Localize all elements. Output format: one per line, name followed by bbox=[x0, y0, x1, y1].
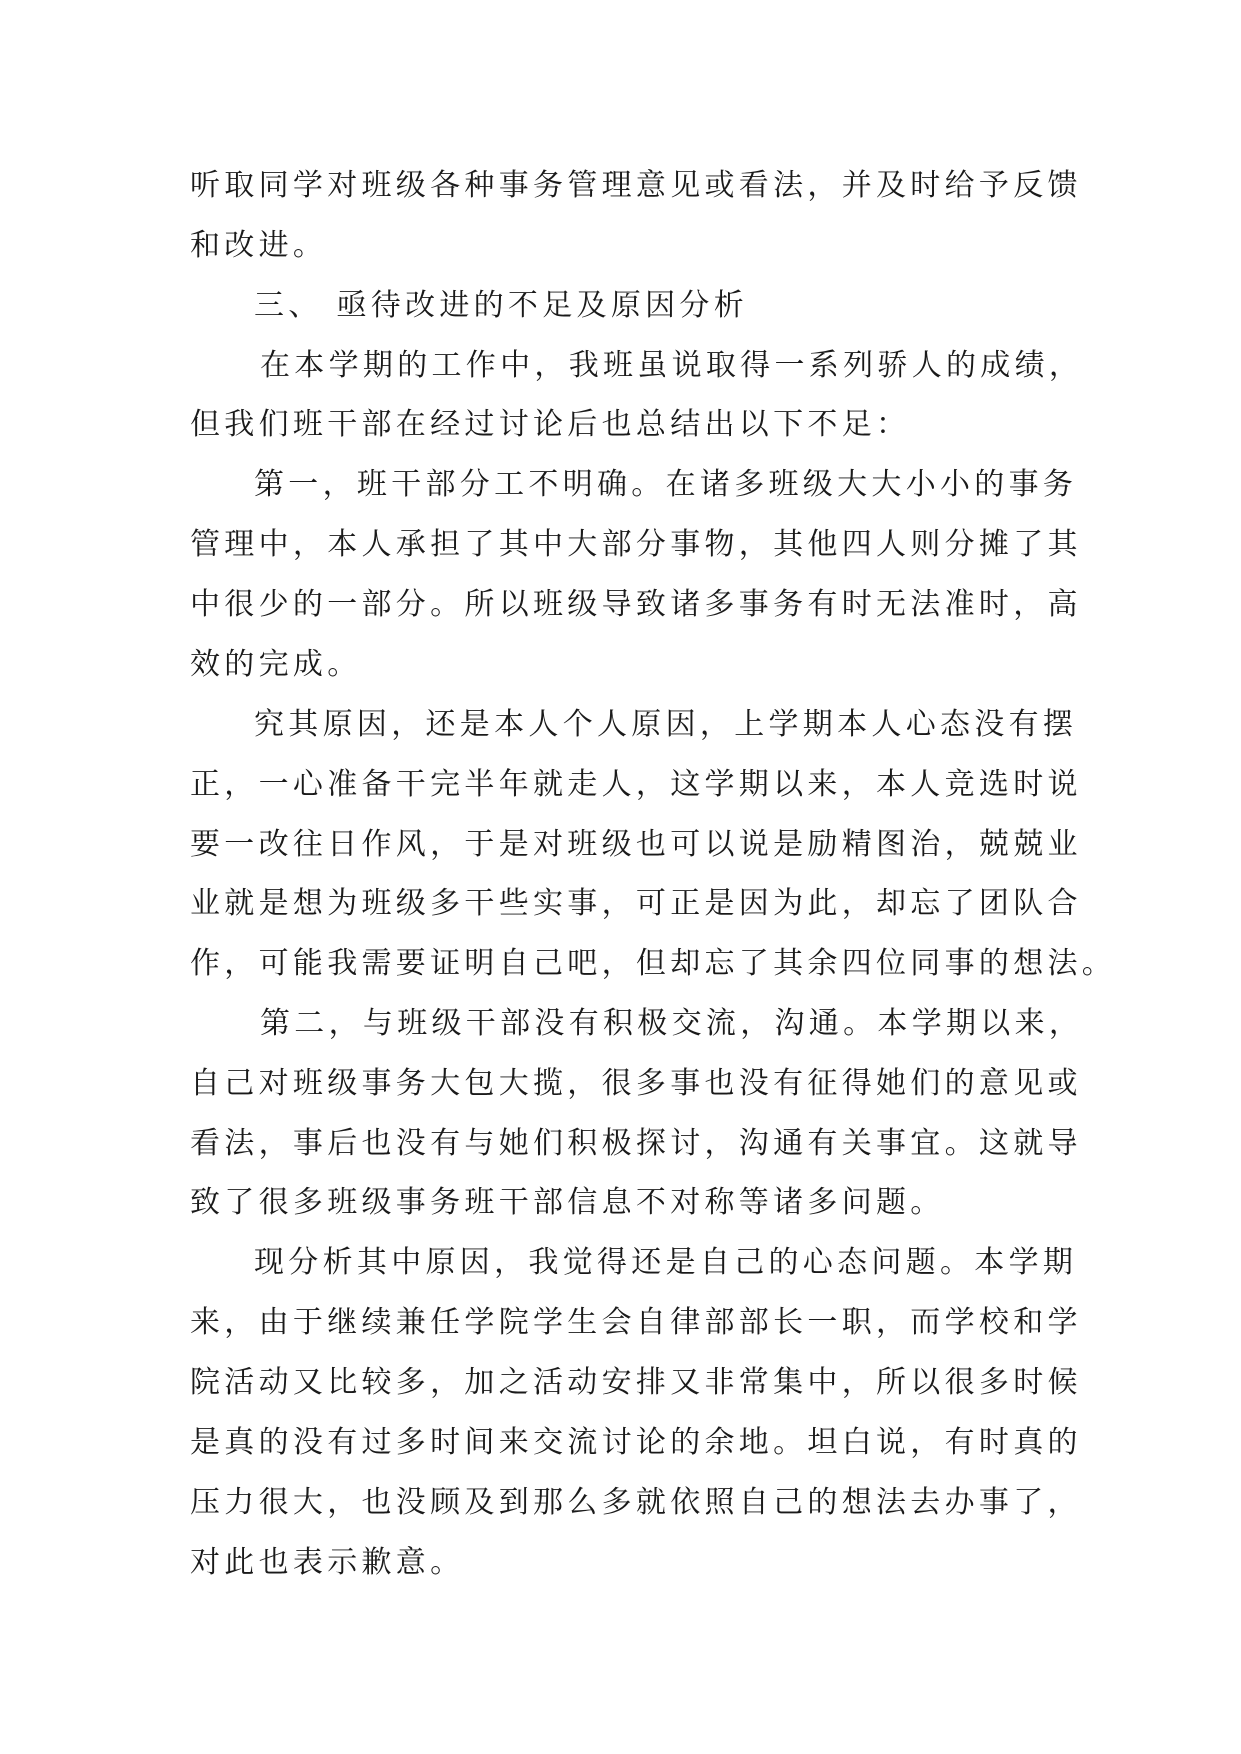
section-heading: 三、 亟待改进的不足及原因分析 bbox=[254, 288, 749, 323]
text-line: 究其原因，还是本人个人原因，上学期本人心态没有摆 bbox=[254, 707, 1078, 742]
text-line: 听取同学对班级各种事务管理意见或看法，并及时给予反馈 bbox=[190, 168, 1082, 203]
text-line: 致了很多班级事务班干部信息不对称等诸多问题。 bbox=[190, 1185, 945, 1220]
text-line: 现分析其中原因，我觉得还是自己的心态问题。本学期 bbox=[254, 1245, 1078, 1280]
text-line: 要一改往日作风，于是对班级也可以说是励精图治，兢兢业 bbox=[190, 827, 1082, 862]
text-line: 是真的没有过多时间来交流讨论的余地。坦白说，有时真的 bbox=[190, 1425, 1082, 1460]
text-line: 中很少的一部分。所以班级导致诸多事务有时无法准时，高 bbox=[190, 587, 1082, 622]
text-line: 管理中，本人承担了其中大部分事物，其他四人则分摊了其 bbox=[190, 527, 1082, 562]
text-line: 压力很大，也没顾及到那么多就依照自己的想法去办事了， bbox=[190, 1485, 1082, 1520]
text-line: 在本学期的工作中，我班虽说取得一系列骄人的成绩， bbox=[260, 348, 1084, 383]
text-line: 但我们班干部在经过讨论后也总结出以下不足： bbox=[190, 407, 911, 442]
text-line: 业就是想为班级多干些实事，可正是因为此，却忘了团队合 bbox=[190, 886, 1082, 921]
text-line: 来，由于继续兼任学院学生会自律部部长一职，而学校和学 bbox=[190, 1305, 1082, 1340]
text-line: 对此也表示歉意。 bbox=[190, 1545, 465, 1580]
text-line: 第二，与班级干部没有积极交流，沟通。本学期以来， bbox=[260, 1006, 1084, 1041]
text-line: 自己对班级事务大包大揽，很多事也没有征得她们的意见或 bbox=[190, 1066, 1082, 1101]
text-line: 效的完成。 bbox=[190, 647, 362, 682]
text-line: 院活动又比较多，加之活动安排又非常集中，所以很多时候 bbox=[190, 1365, 1082, 1400]
text-line: 第一，班干部分工不明确。在诸多班级大大小小的事务 bbox=[254, 467, 1078, 502]
text-line: 看法，事后也没有与她们积极探讨，沟通有关事宜。这就导 bbox=[190, 1126, 1082, 1161]
text-line: 和改进。 bbox=[190, 228, 328, 263]
text-line: 作，可能我需要证明自己吧，但却忘了其余四位同事的想法。 bbox=[190, 946, 1117, 981]
text-line: 正，一心准备干完半年就走人，这学期以来，本人竞选时说 bbox=[190, 767, 1082, 802]
